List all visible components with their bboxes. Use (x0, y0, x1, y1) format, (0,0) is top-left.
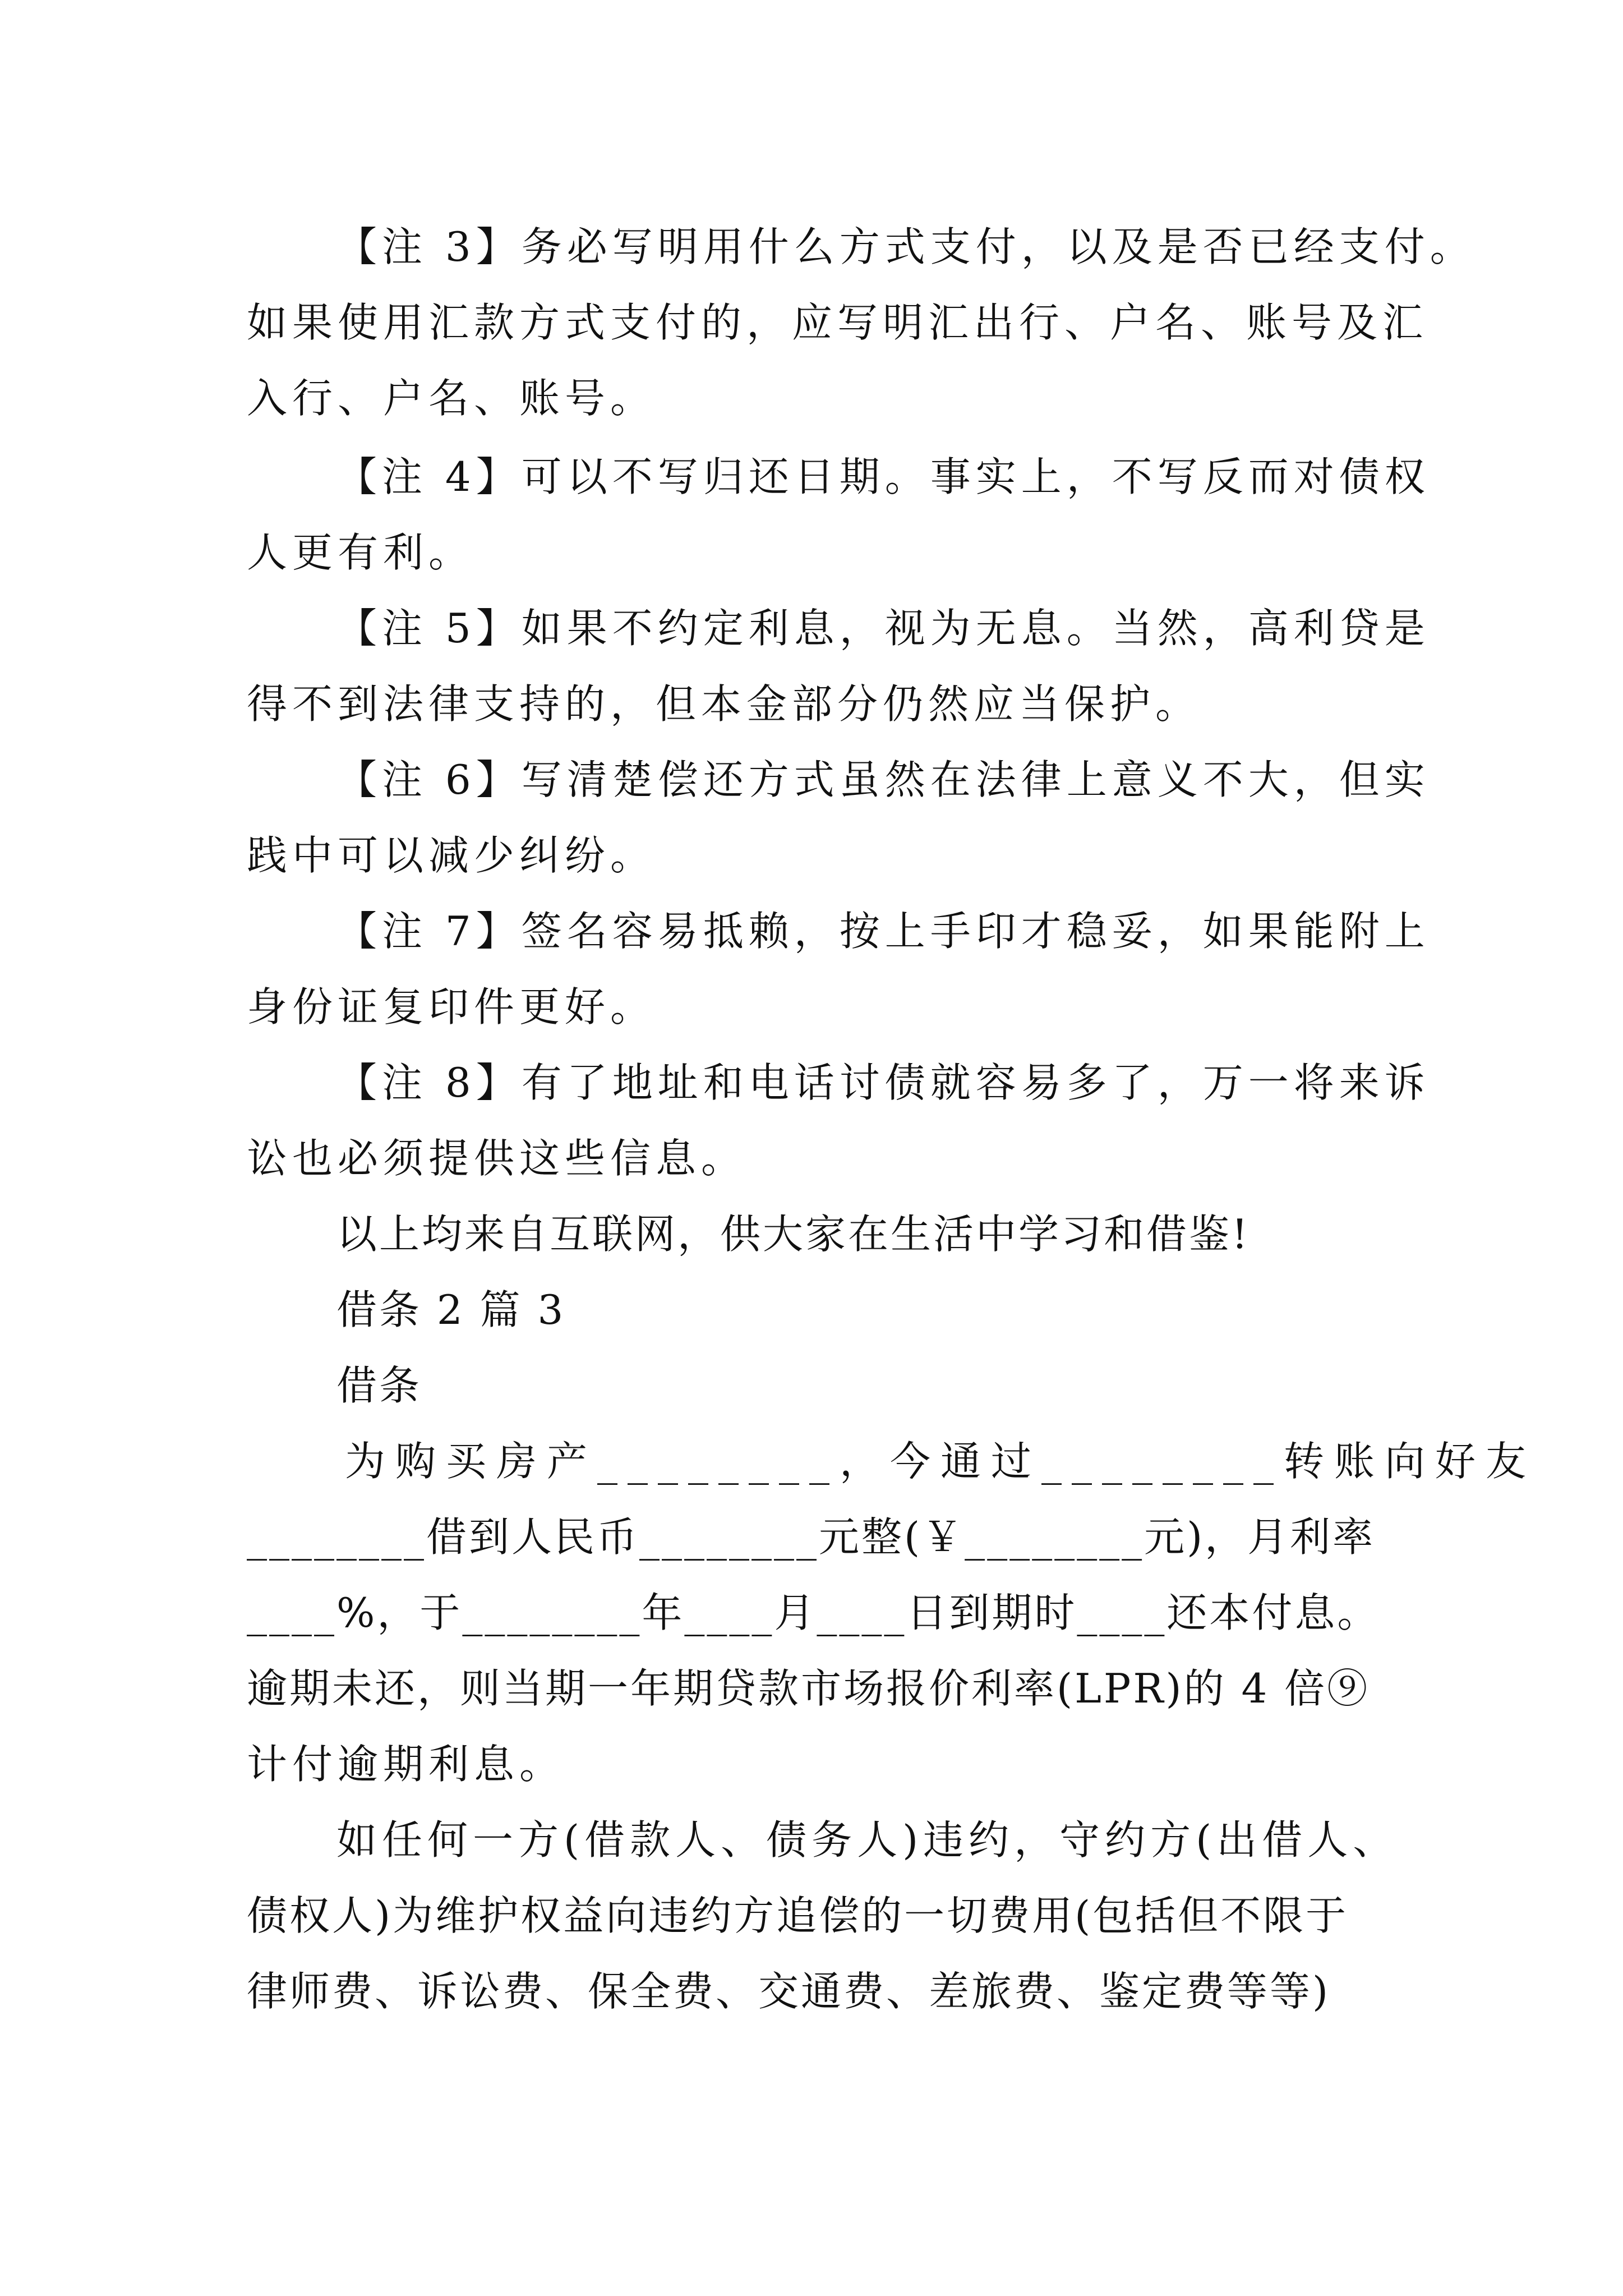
body-p1-line-2: ________借到人民币________元整(￥________元)，月利率 (247, 1513, 1376, 1561)
body-p1-line-5: 计付逾期利息。 (247, 1741, 565, 1788)
closing-remark: 以上均来自互联网，供大家在生活中学习和借鉴! (336, 1211, 1250, 1258)
note-7-line-1: 【注 7】签名容易抵赖，按上手印才稳妥，如果能附上 (336, 908, 1430, 955)
note-8-line-2: 讼也必须提供这些信息。 (247, 1135, 747, 1182)
body-p1-line-1: 为购买房产________，今通过________转账向好友 (345, 1438, 1537, 1485)
note-6-line-2: 践中可以减少纠纷。 (247, 832, 656, 879)
note-3-line-1: 【注 3】务必写明用什么方式支付，以及是否已经支付。 (336, 223, 1476, 270)
note-8-line-1: 【注 8】有了地址和电话讨债就容易多了，万一将来诉 (336, 1059, 1430, 1106)
body-p2-line-2: 债权人)为维护权益向违约方追偿的一切费用(包括但不限于 (247, 1892, 1349, 1939)
body-p1-line-3: ____%，于________年____月____日到期时____还本付息。 (247, 1589, 1380, 1636)
note-3-line-3: 入行、户名、账号。 (247, 375, 656, 422)
note-6-line-1: 【注 6】写清楚偿还方式虽然在法律上意义不大，但实 (336, 756, 1430, 803)
body-p2-line-3: 律师费、诉讼费、保全费、交通费、差旅费、鉴定费等等) (247, 1968, 1331, 2015)
note-3-line-2: 如果使用汇款方式支付的，应写明汇出行、户名、账号及汇 (247, 299, 1428, 346)
document-title: 借条 (336, 1362, 422, 1409)
body-p1-line-4: 逾期未还，则当期一年期贷款市场报价利率(LPR)的 4 倍⑨ (247, 1665, 1370, 1712)
note-4-line-1: 【注 4】可以不写归还日期。事实上，不写反而对债权 (336, 453, 1430, 500)
section-heading: 借条 2 篇 3 (336, 1286, 566, 1333)
body-p2-line-1: 如任何一方(借款人、债务人)违约，守约方(出借人、 (336, 1816, 1399, 1864)
note-5-line-1: 【注 5】如果不约定利息，视为无息。当然，高利贷是 (336, 605, 1430, 652)
note-5-line-2: 得不到法律支持的，但本金部分仍然应当保护。 (247, 680, 1201, 728)
note-4-line-2: 人更有利。 (247, 529, 474, 576)
note-7-line-2: 身份证复印件更好。 (247, 983, 656, 1030)
